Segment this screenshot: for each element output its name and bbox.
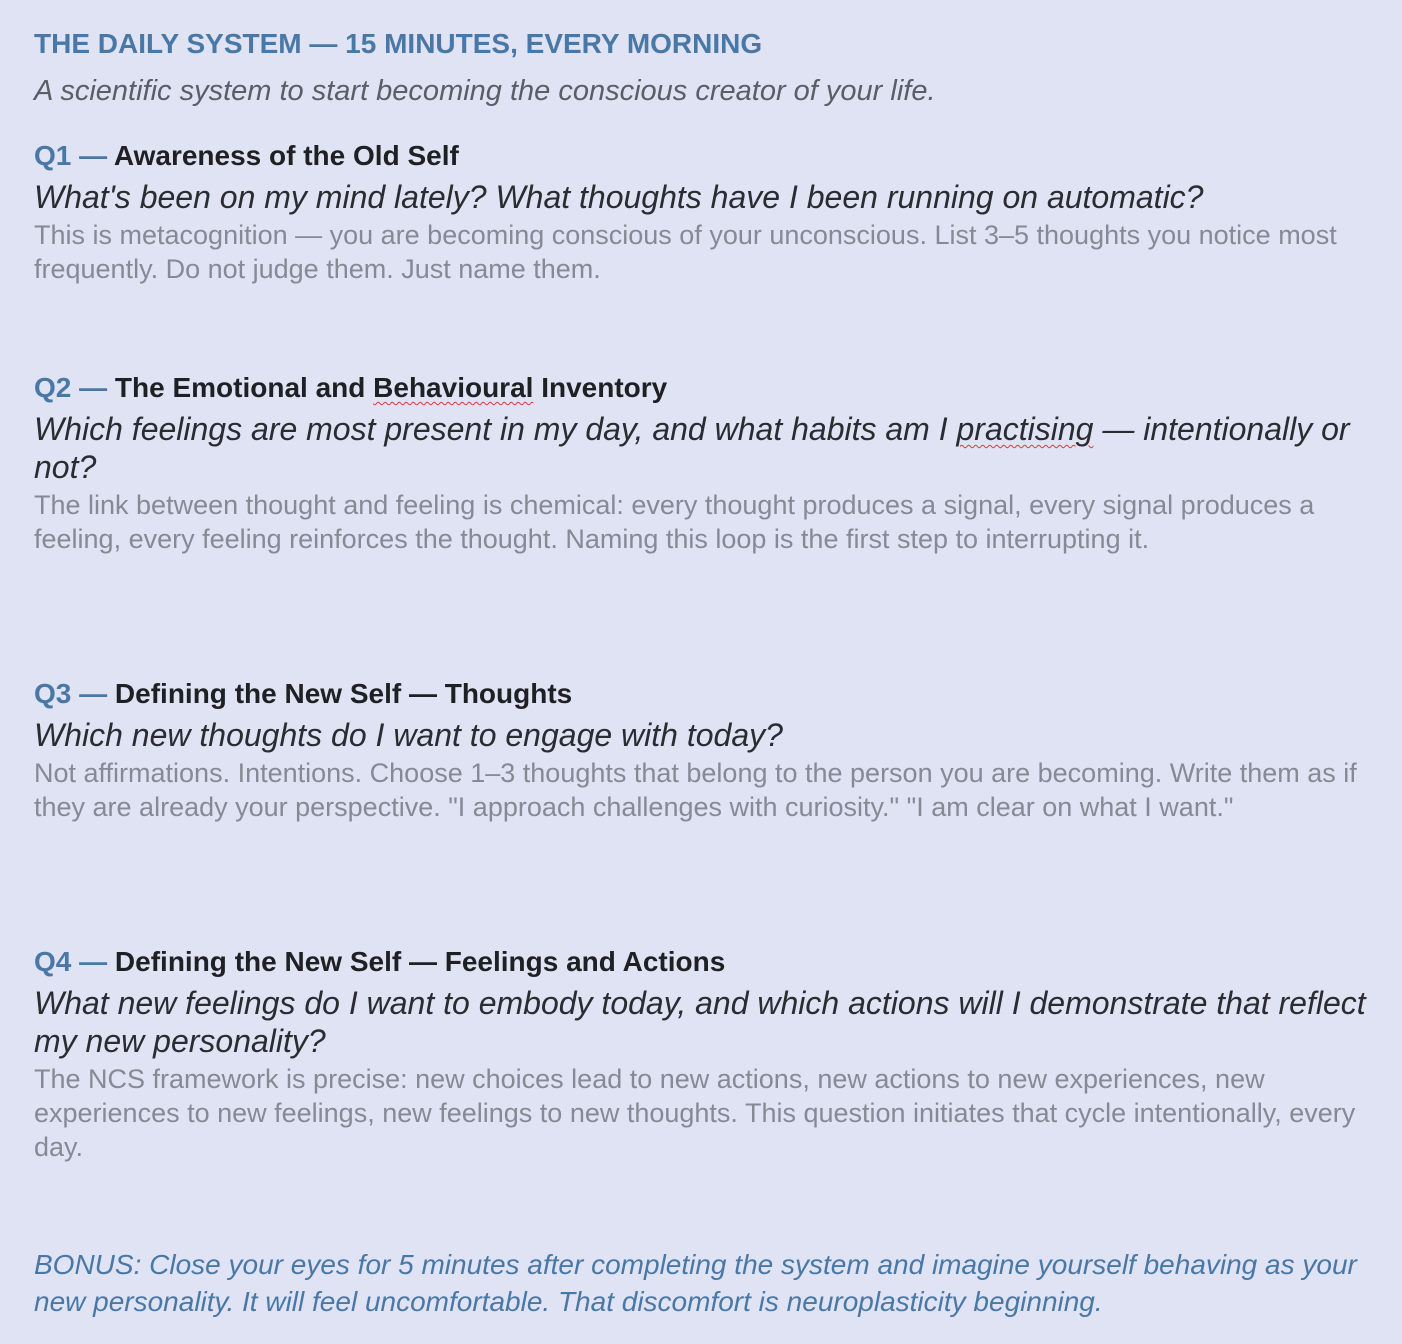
question-heading <box>34 944 1374 980</box>
question-note: This is metacognition — you are becoming conscious of your unconscious. List 3–5 thoughts you notice most frequently. Do not judge them. Just name them. <box>34 220 1337 284</box>
question-title-part: Inventory <box>533 372 668 403</box>
question-title: Awareness of the Old Self <box>113 140 459 171</box>
question-text: Which new thoughts do I want to engage with today? <box>34 717 783 753</box>
question-block-q4 <box>34 944 1374 1164</box>
spelling-flagged-word[interactable]: Behavioural <box>373 372 534 403</box>
question-number: Q2 — <box>34 372 108 403</box>
question-text <box>34 410 1374 486</box>
question-title: Defining the New Self — Feelings and Actions <box>114 946 726 977</box>
question-note: Not affirmations. Intentions. Choose 1–3 thoughts that belong to the person you are becoming. Write them as if they are already your perspective. "I approach challenges with curiosity." "I am clear on what I want." <box>34 758 1357 822</box>
question-title-part: The Emotional and <box>114 372 374 403</box>
question-title: Defining the New Self — Thoughts <box>114 678 573 709</box>
question-block-q3 <box>34 676 1374 824</box>
spelling-flagged-word[interactable]: practising <box>956 411 1094 447</box>
page-title: THE DAILY SYSTEM — 15 MINUTES, EVERY MORNING <box>34 28 763 59</box>
question-text-part: — intentionally or not? <box>34 411 1350 485</box>
question-block-q1 <box>34 138 1374 286</box>
page-subtitle: A scientific system to start becoming the conscious creator of your life. <box>34 75 936 107</box>
question-heading <box>34 370 1374 406</box>
question-number: Q4 — <box>34 946 108 977</box>
bonus-note: BONUS: Close your eyes for 5 minutes after completing the system and imagine yourself behaving as your new personality. It will feel uncomfortable. That discomfort is neuroplasticity beginning. <box>34 1249 1357 1317</box>
question-note: The NCS framework is precise: new choices lead to new actions, new actions to new experiences, new experiences to new feelings, new feelings to new thoughts. This question initiates that cycle intentionally, every day. <box>34 1064 1356 1162</box>
question-heading <box>34 138 1374 174</box>
question-number: Q1 — <box>34 140 108 171</box>
question-text: What new feelings do I want to embody today, and which actions will I demonstrate that reflect my new personality? <box>34 985 1366 1059</box>
question-note: The link between thought and feeling is chemical: every thought produces a signal, every signal produces a feeling, every feeling reinforces the thought. Naming this loop is the first step to interrupting it. <box>34 490 1315 554</box>
question-text-part: Which feelings are most present in my day, and what habits am I <box>34 411 957 447</box>
question-text: What's been on my mind lately? What thoughts have I been running on automatic? <box>34 179 1204 215</box>
question-number: Q3 — <box>34 678 108 709</box>
question-block-q2 <box>34 370 1374 556</box>
question-heading <box>34 676 1374 712</box>
